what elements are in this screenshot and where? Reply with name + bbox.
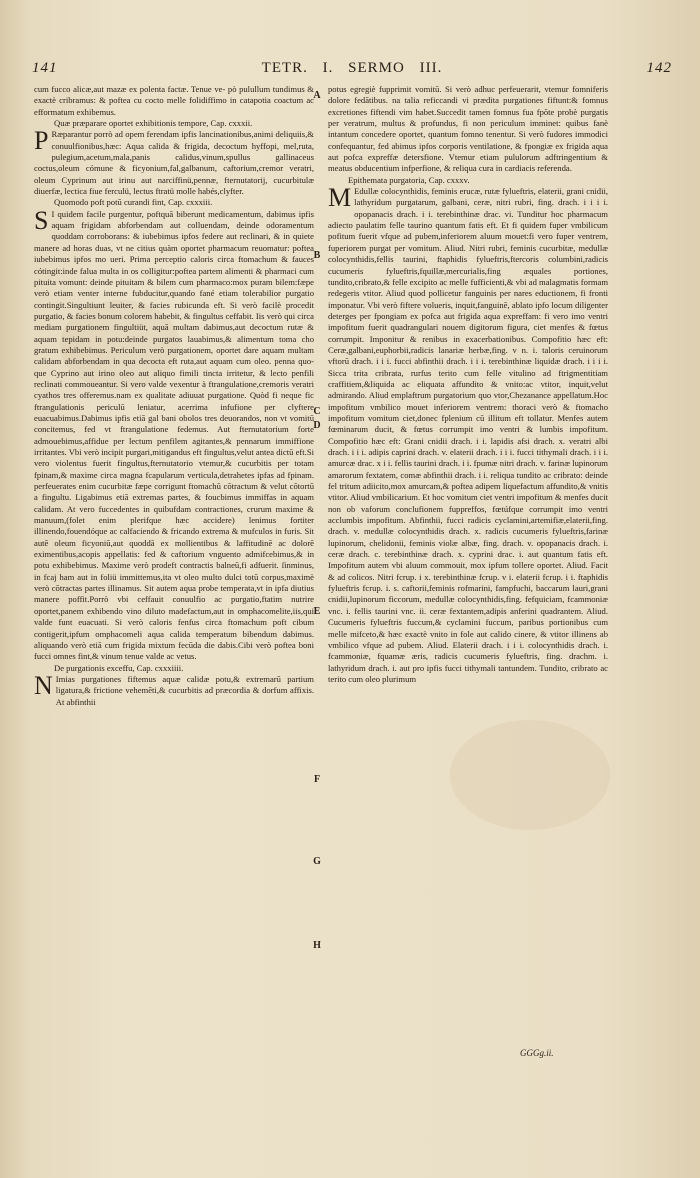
margin-letter-h: H bbox=[313, 940, 321, 951]
page-number-left: 141 bbox=[32, 60, 58, 76]
chapter-paragraph bbox=[34, 126, 314, 197]
page-number-right: 142 bbox=[646, 60, 672, 76]
drop-cap: N bbox=[34, 670, 53, 700]
paragraph-text: Ræparantur porrò ad opem ferendam ipfis lancinationibus,animi deliquiis,& conuulfionibus,hæc: Aqua calida & frigida, decoctum hyffopi, mel,ruta, pulegium,acetum,mala,panis calidus,vinum,spullus gallinaceus coctus,oleum cómune & ficyonium,fal,galbanum, caftorium,cremor veratri, oleum Cyprinum aut irinu aut narciffinü,pennæ, fternutatorij, cucurbitulæ diuerfæ, lectica fiue ferculü, lectus ftratü molle habés,clyfter. bbox=[34, 129, 314, 197]
drop-cap: P bbox=[34, 126, 49, 156]
paragraph: potus egregiè fupprimit vomitū. Si verò adhuc perfeuerarit, vtemur fomniferis dolore fedātibus. na talia reficcandi vi prædita purgationes fiftunt:& fomnus excretiones fiftendi vim habet.Succedit tamen fomnus fua fpōte probè purgatis per veratrum, multus & profundus, fi non periculum imminet: quibus fanè intantum concedere oportet, quantum fomno tenentur. Si verò fudores immodici confequantur, fed abimus ipfos corporis ventilatione, & fpongiæ ex frigida aqua aut pofca expreffæ detersfione. Vtemur etiam pululorum adftringentium & meatus obducentium infperfione, & reliqua cura in cardiacis referenda. bbox=[328, 84, 608, 174]
margin-section-letters bbox=[309, 84, 325, 1084]
chapter-paragraph bbox=[328, 183, 608, 685]
printer-signature: GGGg.ii. bbox=[520, 1048, 554, 1058]
margin-letter-f: F bbox=[313, 774, 321, 785]
paragraph-text: Edullæ colocynthidis, feminis erucæ, rutæ fylueftris, elaterii, grani cnidii, lathyridum purgatarum, galbani, ceræ, nitri rubri, fing. drach. i i i i. opopanacis drach. i i. terebinthinæ drac. vi. Tunditur hoc pharmacum adiecto paulatim felle taurino quantum fatis eft. Et fi quidem fuper vmbilicum pofitum fuerit vfque ad pubem,inferiorem aluum mouet:fi vero fuper ventrem, fuperiorem purgat per vomitum. Aliud. Nitri rubri, feminis cucurbitæ, medullæ colocynthidis,fellis taurini, ftaphidis fylueftris,ftercoris columbini,radicis cucumeris fylueftris,fquillæ,mercurialis,fing æquales portiones, tundito,cribrato,& felle excipito ac melle fufficienti,& vbi ad malagmatis formam redegeris vtitor. Aliud quod pollicetur fanguinis per nares eductionem, fi fronti imponatur. Vbi verò fiftere volueris, inquit,fanguinē, ablato ipfo locum diligenter deterges per fpongiam ex pofca aut frigida aqua expreffam: fi vero imo ventri impofitum fuerit quadrangulari nouem digitorum figura, ciet menfes & fœtus corrumpit. Imponitur & renibus in exacerbationibus. Compofitio hæc eft: Ceræ,galbani,euphorbii,radicis lanariæ herbæ,fing. v n. i. taloris ceruinorum vftorū drach. i i i. fucci abfinthii drach. i i i. terebinthinæ liquidæ drach. i i i i. Sicca trita cribrata, rurfus terito cum felle vitulino ad ftrigmentitiam craffitiem,&liquida ac eliquata affundito & vnito:ac vtitor, inquit,velut admirando. Aliud emplaftrum purgatorium quo vtor,Chezanance appellatum.Hoc impofitum vmbilico mouet inferiorem ventrem: thoraci verò & ftomacho impofitum vomitum ciet,donec fplenium cū illitum eft tollatur. Menfes autem fœminarum ducit, & fœtus corrumpit imo ventri & lumbis impofitum. Compofitio hæc eft: Grani cnidii drach. i i. lapidis afsi drach. x. veratri albi drach. i i i. adipis caprini drach. v. elaterii drach. i i i. fucci tithymali drach. i i i. amurcæ drac. x i i. fellis taurini drach. i i. fpumæ nitri drach. v. farinæ lupinorum amarorum fextatem, comæ abfinthii drach. i i. reliqua tundito ac cribrato: deinde fel tritum adiicito,mox amurcam,& poftea adipem liquefactum affundito,& vnitis vtitor. Aliud vmbilicarium. Et hoc vomitum ciet ventri impofitum & menfes ducit non ob vaforum conclufionem fuppreffos, fœtúfque corrumpit imo ventri acclumbis impofitum. Abfinthii, fucci radicis cyclamini,artemifiæ,elaterii,fing. drach. v. medullæ colocynthidis drach. x. radicis cucumeris fylueftris,farinæ lupinorum, chelidonii, feminis violæ albæ, fing. drach. v. opopanacis drach. i. ceræ drach. c. terebinthinæ drach. x. cyprini drac. i. aut quantum fatis eft. Impofitum autem vbi aluum commouit, mox ipfum tollere oportet. Aliud. Facit & ad colicos. Nitri fcrup. i x. terebinthinæ fcrup. v i. elaterii fcrup. i i. ftaphidis fylueftris fcrup. i. s. caftorii,feminis rofmarini, fampfuchi, baccarum lauri,grani cnidii,lupinorum ficcorum, medullæ colocynthidis,fing. fefquiciam, fcammoniæ vnc. i. fellis taurini vnc. ii. ceræ fextantem,adipis anferini quadrantem. Aliud. Cucumeris fylueftris fuccum,& cyclamini fuccum, paribus portionibus cum melle mifceto,& hæc exactè vnito in fole aut calido cinere, & vtitor illinens ab vmbilico vfque ad pubem. Aliud. Elaterii drach. i i i. colocynthidis drach. i. fcammoniæ, fquamæ æris, radicis cucumeris fylueftris, fing. drachm. i. lathyridum drach. i. aut pro ipfis fucci tithymali tantundem. Tundito, cribrato ac terito cum oleo plurimum bbox=[328, 186, 608, 684]
running-title: TETR. I. SERMO III. bbox=[261, 60, 443, 76]
chapter-title: Quomodo poft potū curandi fint, Cap. cxxxiii. bbox=[54, 197, 213, 208]
running-header bbox=[32, 60, 672, 82]
margin-letter-b: B bbox=[313, 250, 321, 261]
paragraph: cum fucco alicæ,aut mazæ ex polenta factæ. Tenue ve- pò pulullum tundimus & exactè cribramus: & poftea cu cocto melle folidiffimo in catapotia coactum ac efformatum exhibemus. bbox=[34, 84, 314, 117]
margin-letter-c: C bbox=[313, 406, 321, 417]
drop-cap: S bbox=[34, 205, 49, 235]
paragraph-text: Imias purgationes fiftemus aquæ calidæ potu,& extremarū partium ligatura,& frictione vehemēti,& cucurbitis ad præcordia & dorfum affixis. At abfinthii bbox=[55, 673, 314, 707]
chapter-title: Epithemata purgatoria, Cap. cxxxv. bbox=[348, 174, 470, 185]
chapter-title: De purgationis exceffu, Cap. cxxxiiii. bbox=[54, 662, 184, 673]
left-text-column bbox=[34, 84, 314, 1044]
paragraph-text: I quidem facile purgentur, poftquā biberunt medicamentum, dabimus ipfis aquam frigidam abforbendam aut colluendam, deinde odoramentum quoddam corroborans: & iubebimus ipfos federe aut reclinari, & in quiete manere ad horas duas, vt ne citius quàm oportet pharmacum reuomatur: poftea iubebimus ipfos mo ueri. Prima perceptio caloris circa ftomachum & fauces cótingit:inde falua multa in os colligitur:poftea partem alimenti & pharmaci cum pituita vomunt: deinde pituitam & bilem cum pharmaco:mox puram bilem:fæpe verò etiam venter interne fubducitur,quando fané etiam tolerabilior purgatio contingit.Singultiunt leuiter, & facies rubicunda eft. Si verò facilè procedit purgatio, & facies bonum colorem habebit, & fingultus ceffabit. Iis verò qui circa mediam purgationem fingultiüt, aquā multam dabimus,aut decoctum rutæ & aquam tepidam in potu:deinde purgatos lauabimus,& alimentum toma cho gratum exhibebimus. Periculum verò purgationem, oportet dare aquam multam calidam abforbendam in qua decocta eft ruta,aut aquam cum oleo. penna quo- que Cyprino aut irino oleo aut aliquo fimili tincta irritetur, & lecto penfili reclinati commoueantur. Si vero valde vexentur à ftrangulatione,cremoris veratri cyathos tres offeremus.nam ex qualitate adiuuat purgatione. Quòd fi neque fic ftrangulationis periculū leniatur, acerrima infufione per clyftere euacuabimus.Dabimus ipfis etiā gal bani obolos tres deuorandos, non vt vomitū concitemus, fed vt ftrangulatione fedemus. Aut fternutatorium forte admouebimus,affidue per lectum penfilem agitantes,& pennarum immiffione irritantes. Vbi verò incipit purgari,mitigandus eft fingultus,velut antea dictū eft.Si vero violentus fuerit fingultus,fternutatorio vtemur,& cucurbitis per totam fpinam,& maxime circa magna fcapularum verticula,detrahetes ipfas ad fpinam. perfeuerates enim cucurbitæ fæpe corrigunt ftomachū cōtractum & velut cōtortū a fingultu. Ligabimus etiā extremas partes, & foucbimus immiffas in aquam calidam. At vero fuccedentes in quibufdam contractiones, crurum maxime & manuum,(folet enim plerifque hæc accidere) lenimus fortiter illinendo,fouendóque ac calfaciendo & fricando extrema & mufculos in furis. Sit autē oleum ficyoniū,aut quoddā ex mollientibus & laffitudinē ac dolorē eximentibus,acopis appellatis: fed & caftorium vnguento admifcebimus,& in potu exhibebimus. Maxime verò prodeft contractis balneū,fi adfuerit. ſinminus, in fcaj ham aut in foliü immittemus,ita vt oleo multo dulci totū corpus,maximè verò cōtractas partes illinamus. Sit autem aqua probe temperata,vt in ipfa diutius manere poffit.Porrò vbi ceffauit conuulfio ac purgatio,ftatim nutrire oportet,panem exhibendo vino diluto madefactum,aut in omphacomelite,iis,qui valde funt euacuati. Si verò caloris fenfus circa ftomachum poft cibum contigerit,ipfum omphacomeli aqua calida temperatum bibendum dabimus. aliquando verò etiā cum frigida mixtum fecūda die dabis.Cibi verò poftea boni fucci omnes fint,& vinum tenue valde ac vetus. bbox=[34, 208, 314, 662]
chapter-paragraph bbox=[34, 205, 314, 663]
margin-letter-e: E bbox=[313, 606, 321, 617]
drop-cap: M bbox=[328, 183, 352, 213]
margin-letter-g: G bbox=[313, 856, 321, 867]
margin-letter-a: A bbox=[313, 90, 321, 101]
chapter-paragraph bbox=[34, 670, 314, 708]
margin-letter-d: D bbox=[313, 420, 321, 431]
chapter-title: Quæ præparare oportet exhibitionis tempore, Cap. cxxxii. bbox=[54, 118, 253, 129]
right-text-column bbox=[328, 84, 608, 1084]
